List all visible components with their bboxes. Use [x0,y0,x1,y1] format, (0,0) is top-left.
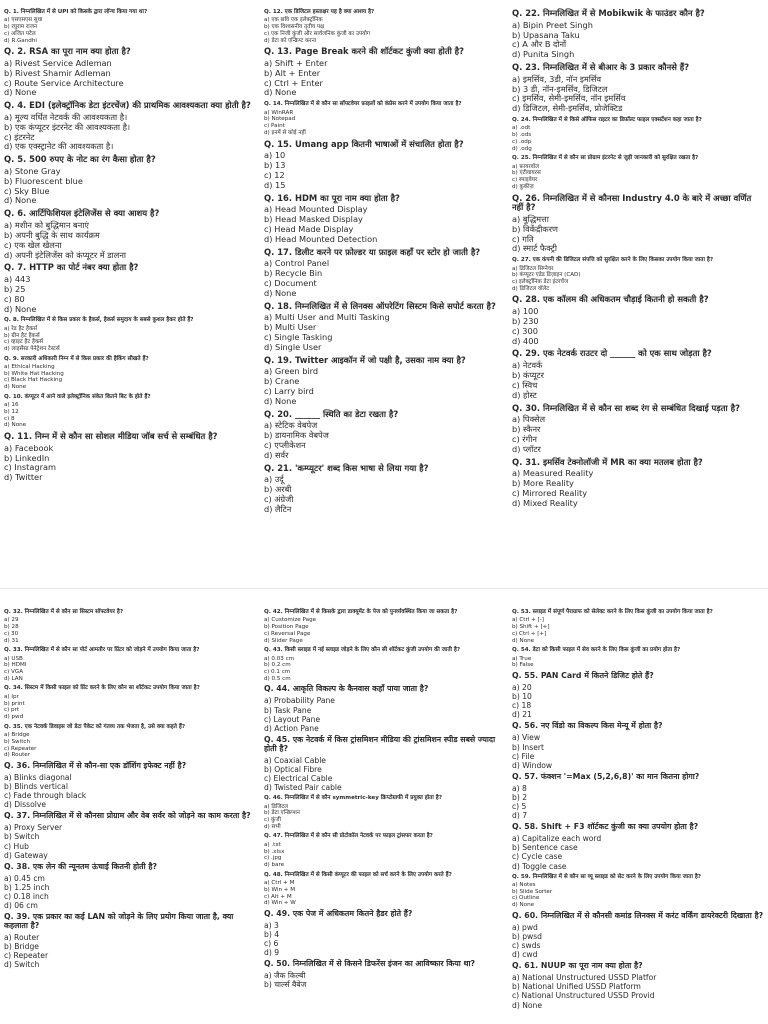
question-text: Q. 25. निम्नलिखित में से कौन सा प्रोग्राम इंटरनेट से जुड़ी जानकारी को सुरक्षित रखता है? [512,155,699,162]
answer-option: c) .odp [512,138,532,145]
answer-option: b) pwsd [512,931,543,941]
answer-option: d) Single User [264,341,322,352]
answer-option: c) इमर्सिव, सेमी-इमर्सिव, नॉन इमर्सिव [512,93,626,104]
answer-option: c) swds [512,941,541,951]
answer-option: c) Outline [512,895,540,902]
answer-option: a) Router [4,933,40,943]
answer-option: a) नेटवर्क [512,360,543,371]
answer-option: b) कंप्यूटर [512,369,544,380]
answer-option: a) Probability Pane [264,696,335,706]
answer-option: d) None [264,87,297,98]
question-text: Q. 16. HDM का पूरा नाम क्या होता है? [264,192,400,203]
answer-option: d) 15 [264,179,286,190]
question-text: Q. 12. एक डिजिटल हस्ताक्षर यह है क्या आशय है? [264,9,375,15]
answer-option: b) More Reality [512,478,574,489]
question-text: Q. 58. Shift + F3 शॉर्टकट कुंजी का क्या उपयोग होता है? [512,822,699,832]
answer-option: b) Head Masked Display [264,214,363,225]
answer-option: d) None [264,395,297,406]
answer-option: a) Multi User and Multi Tasking [264,312,390,323]
answer-option: a) .txt [264,841,281,848]
answer-option: a) View [512,733,541,743]
answer-option: a) USB [4,655,23,662]
answer-option: a) 29 [4,617,19,624]
answer-option: d) Mixed Reality [512,497,578,508]
answer-option: b) 3 डी, नॉन-इमर्सिव, डिजिटल [512,83,608,94]
answer-option: b) Insert [512,742,544,752]
answer-option: d) सर्वर [264,449,289,460]
answer-option: c) 18 [512,701,532,711]
answer-option: c) Route Service Architecture [4,77,124,88]
answer-option: c) 8 [4,415,15,422]
answer-option: b) False [512,662,534,669]
answer-option: b) एक कंप्यूटर इंटरनेट की आवश्यकता है। [4,121,131,132]
question-text: Q. 32. निम्नलिखित में से कौन सा सिस्टम सॉफ्टवेयर है? [4,609,124,615]
answer-option: d) होस्ट [512,389,537,400]
answer-option: c) Fade through black [4,791,87,801]
answer-option: a) 16 [4,402,19,409]
answer-option: d) None [4,195,37,206]
question-text: Q. 44. आकृति विकल्प के कैनवास कहाँ पाया जाता है? [264,684,429,694]
answer-option: a) Control Panel [264,258,330,269]
answer-option: b) Rivest Shamir Adleman [4,67,111,78]
answer-option: c) एप्लीकेशन [264,440,306,450]
answer-option: c) रंगीन [512,433,537,444]
question-text: Q. 7. HTTP का पोर्ट नंबर क्या होता है? [4,262,139,273]
answer-option: a) इमर्सिव, 3डी, नॉन इमर्सिव [512,73,601,84]
question-text: Q. 37. निम्नलिखित में से कौनसा प्रोग्राम और वेब सर्वर को जोड़ने का काम करता है? [4,811,251,821]
answer-option: b) Blinds vertical [4,782,68,791]
answer-option: b) 0.2 cm [264,662,291,669]
answer-option: c) File [512,751,535,761]
answer-option: b) .xlsx [264,848,285,855]
answer-option: b) डेटा एन्क्रिप्शन [264,810,300,817]
answer-option: d) अपनी इंटेलिजेंस को कंप्यूटर में डालना [4,249,127,260]
question-text: Q. 19. Twitter आइकॉन में जो पक्षी है, उसका नाम क्या है? [264,354,466,365]
question-text: Q. 56. नए विंडो का विकल्प किस मेन्यू में होता है? [512,721,663,731]
answer-option: d) 400 [512,335,539,346]
answer-option: c) Repeater [4,745,37,752]
column-2 [264,606,508,1024]
answer-option: a) पिक्सेल [512,414,546,425]
question-text: Q. 57. फंक्शन '=Max (5,2,6,8)' का मान कितना होगा? [512,771,700,781]
answer-option: a) 3 [264,920,279,930]
answer-option: c) अजित पटेल [4,30,36,37]
answer-option: c) कुंजी [264,817,281,824]
answer-option: d) डिजिटल वॉलेट [512,285,550,292]
answer-option: b) Position Page [264,624,309,631]
answer-option: b) Switch [4,738,31,745]
answer-option: c) Single Tasking [264,331,333,342]
question-text: Q. 48. निम्नलिखित में से किसी कंप्यूटर की फाइल को सर्च करने के लिए उपयोग करते हैं? [264,871,452,878]
answer-option: c) .jpg [264,855,282,862]
answer-option: a) 10 [264,150,286,161]
answer-option: a) फ़ायरवॉल [512,163,540,170]
answer-option: b) चार्ल्स बैबेज [264,980,307,990]
answer-option: d) 0.5 cm [264,675,291,682]
answer-option: b) Multi User [264,322,317,333]
answer-option: a) Customize Page [264,617,317,624]
answer-option: c) 0.18 inch [4,891,49,901]
answer-option: a) Head Mounted Display [264,204,368,215]
question-text: Q. 43. किसी स्लाइड में नई स्लाइड जोड़ने के लिए कौन सी शॉर्टकट कुंजी उपयोग की जाती है? [264,647,461,654]
answer-option: c) Reversal Page [264,630,311,637]
question-text: Q. 1. निम्नलिखित में से UPI को किसके द्वारा लॉन्च किया गया था? [4,9,148,15]
answer-option: d) Win + W [264,900,296,907]
page-2 [0,600,768,1024]
answer-option: b) Fluorescent blue [4,175,83,186]
answer-option: d) एक एक्स्ट्रानेट की आवश्यकता है। [4,141,114,152]
question-text: Q. 6. आर्टिफिशियल इंटेलिजेंस से क्या आशय है? [4,208,160,219]
answer-option: d) Action Pane [264,723,319,733]
answer-option: b) White Hat Hacking [4,370,64,377]
answer-option: a) रेड हैट हैकर्स [4,325,38,332]
answer-option: d) R.Gandhi [4,37,37,44]
question-text: Q. 17. डिलीट करने पर फ़ोल्डर या फ़ाइल कहाँ पर स्टोर हो जाती है? [264,246,481,257]
question-text: Q. 38. एक लेन की न्यूनतम ऊंचाई कितनी होती है? [4,861,158,871]
answer-option: c) 5 [512,802,527,812]
answer-option: b) Sentence case [512,843,578,853]
answer-option: d) LAN [4,675,23,682]
answer-option: d) 06 cm [4,901,38,910]
answer-option: b) अपनी बुद्धि के साथ कार्यक्रम [4,229,100,240]
answer-option: b) 12 [4,408,19,415]
question-text: Q. 59. निम्नलिखित में से कौन सा व्यू स्लाइड को सेट करने के लिए उपयोग किया जाता है? [512,873,702,880]
question-text: Q. 11. निम्न में से कौन सा सोशल मीडिया जॉब सर्च से सम्बंधित है? [4,431,218,442]
answer-option: a) Green bird [264,366,319,377]
answer-option: a) WinRAR [264,109,294,116]
answer-option: d) cwd [512,950,538,960]
answer-option: c) अंग्रेजी [264,494,294,505]
question-text: Q. 23. निम्नलिखित में से बीआर के 3 प्रकार कौनसे हैं? [512,62,690,73]
answer-option: c) एक खेल खेलना [4,239,62,250]
question-text: Q. 21. 'कम्प्यूटर' शब्द किस भाषा से लिया गया है? [264,462,429,473]
answer-option: b) 4 [264,929,280,939]
answer-option: c) Mirrored Reality [512,487,588,498]
question-text: Q. 36. निम्नलिखित में से कौन-सा एक डाॅशिंग इफेक्ट नहीं है? [4,760,187,770]
answer-option: b) विकेंद्रीकरण [512,223,558,234]
answer-option: d) 21 [512,710,532,720]
answer-option: c) गति [512,233,534,244]
answer-option: b) Upasana Taku [512,29,580,40]
question-text: Q. 15. Umang app कितनी भाषाओं में संचालित होता है? [264,138,464,149]
answer-option: c) Alt + M [264,893,292,900]
answer-option: d) 7 [512,811,528,821]
answer-option: d) डिजिटल, सेमी-इमर्सिव, प्रोजेक्टिड [512,103,623,114]
answer-option: b) Shift + [+] [512,624,550,631]
answer-option: c) इलेक्ट्रॉनिक डेटा इंटरचेंज [512,279,569,286]
answer-option: c) Cycle case [512,852,563,862]
answer-option: c) Head Made Display [264,223,354,234]
answer-option: c) Ctrl + [+] [512,630,547,637]
answer-option: c) 300 [512,325,538,336]
answer-option: d) None [512,902,535,909]
answer-option: c) Instagram [4,462,56,473]
answer-option: a) Facebook [4,442,54,453]
question-text: Q. 47. निम्नलिखित में से कौन सी प्रोटोकॉल नेटवर्क पर फाइल ट्रांसफर करता है? [264,833,433,840]
question-text: Q. 13. Page Break करने की शॉर्टकट कुंजी क्या होती है? [264,46,464,57]
question-text: Q. 46. निम्नलिखित में से कौन symmetric-key क्रिप्टोग्राफी में प्रयुक्त होता है? [264,795,442,802]
answer-option: d) 9 [264,948,280,958]
answer-option: d) Window [512,760,553,770]
answer-option: a) Coaxial Cable [264,755,326,765]
answer-option: d) Router [4,752,31,759]
answer-option: a) एसएसएस सुधा [4,17,43,24]
answer-option: a) Proxy Server [4,823,63,833]
answer-option: c) इंटरनेट [4,131,35,142]
answer-option: c) एक निजी कुंजी और सार्वजनिक कुंजी का उपयोग [264,30,370,37]
answer-option: d) None [4,303,37,314]
question-text: Q. 33. निम्नलिखित में से कौन सा पोर्ट आमतौर पर प्रिंटर को जोड़ने में उपयोग किया जाता है? [4,647,200,654]
answer-option: c) Repeater [4,951,49,961]
answer-option: a) pwd [512,922,538,932]
answer-option: a) Ctrl + M [264,880,295,887]
answer-option: c) Larry bird [264,385,314,396]
answer-option: d) Head Mounted Detection [264,233,378,244]
answer-option: a) 443 [4,274,31,285]
answer-option: b) Alt + Enter [264,67,321,78]
answer-option: c) Electrical Cable [264,773,333,783]
answer-option: a) Bipin Preet Singh [512,19,593,30]
column-1 [4,606,254,1024]
answer-option: c) व्हाइट हैट हैकर्स [4,339,44,346]
answer-option: a) Measured Reality [512,468,594,479]
question-text: Q. 2. RSA का पूरा नाम क्या होता है? [4,46,131,57]
answer-option: a) Bridge [4,732,30,739]
answer-option: a) Stone Gray [4,165,61,176]
answer-option: b) HDMI [4,662,27,669]
question-text: Q. 28. एक कॉलम की अधिकतम चौड़ाई कितनी हो सकती है? [512,294,709,305]
answer-option: c) स्विच [512,379,538,390]
answer-option: a) True [512,655,532,662]
answer-option: b) एक विश्वसनीय तृतीय पक्ष [264,24,325,31]
answer-option: c) Ctrl + Enter [264,77,323,88]
question-text: Q. 50. निम्नलिखित में से किसने डिफरेंस इंजन का आविष्कार किया था? [264,959,476,969]
answer-option: c) 30 [4,630,19,637]
answer-option: d) लैटिन [264,503,292,514]
answer-option: c) Paint [264,123,285,130]
answer-option: a) जैक किल्बी [264,971,306,981]
answer-option: d) Twisted Pair cable [264,783,342,793]
answer-option: d) कुकीज़ [512,183,534,190]
answer-option: b) कंप्यूटर एडेड डिज़ाइन (CAD) [512,272,581,279]
answer-option: b) Win + M [264,886,296,893]
question-text: Q. 22. निम्नलिखित में से Mobikwik के फाउंडर कौन है? [512,8,705,18]
answer-option: a) Blinks diagonal [4,772,72,782]
question-text: Q. 14. निम्नलिखित में से कौन सा सॉफ्टवेयर फ़ाइलों को कंप्रेस करने में उपयोग किया जाता है? [264,101,462,108]
answer-option: b) print [4,700,25,707]
answer-option: c) Black Hat Hacking [4,377,63,384]
answer-option: a) Rivest Service Adleman [4,57,112,68]
answer-option: d) सभी [264,823,281,830]
column-2 [264,6,508,588]
answer-option: c) 0.1 cm [264,669,291,676]
answer-option: b) डायनामिक वेबपेज [264,430,329,441]
answer-option: c) 6 [264,939,279,949]
answer-option: b) LinkedIn [4,452,50,463]
answer-option: d) Slider Page [264,637,303,644]
answer-option: c) Hub [4,841,29,851]
answer-option: b) अरबी [264,484,292,495]
question-text: Q. 53. स्लाइड में संपूर्ण पैराग्राफ को सेलेक्ट करने के लिए किस कुंजी का उपयोग किया जाता है? [512,609,713,615]
answer-option: d) Toggle case [512,861,567,871]
answer-option: d) .odg [512,145,532,152]
answer-option: b) Bridge [4,942,39,952]
answer-option: d) pwd [4,714,24,720]
question-text: Q. 24. निम्नलिखित में से किसे ऑफिस राइटर का डिफ़ॉल्ट फाइल एक्सटेंशन कहा जाता है? [512,117,702,124]
answer-option: a) 20 [512,683,532,693]
answer-option: a) Shift + Enter [264,57,328,68]
answer-option: a) एक छवि एक इलेक्ट्रॉनिक [264,17,323,24]
answer-option: c) 12 [264,169,285,180]
question-text: Q. 42. निम्नलिखित में से किसके द्वारा डाक्यूमेंट के पेज को पुनर्व्यवस्थित किया जा सकता है? [264,609,458,615]
question-text: Q. 55. PAN Card में कितने डिजिट होते हैं? [512,671,654,681]
answer-option: d) 31 [4,637,19,644]
answer-option: d) डेटा को एन्क्रिप्ट करना [264,37,317,44]
question-text: Q. 39. एक प्रकार का कई LAN को जोड़ने के लिए प्रयोग किया जाता है, क्या कहलाता है? [4,912,234,931]
column-3 [512,606,764,1024]
answer-option: a) 8 [512,783,527,793]
answer-option: b) Crane [264,376,300,387]
question-text: Q. 35. एक नेटवर्क डिवाइस जो डेटा पैकेट को गंतव्य तक भेजता है, उसे क्या कहते हैं? [4,723,186,730]
answer-option: c) Document [264,277,317,288]
question-text: Q. 18. निम्नलिखित में से लिनक्स ऑपरेटिंग सिस्टम किसे सपोर्ट करता है? [264,300,496,311]
question-text: Q. 31. इमर्सिव टेक्नोलॉजी में MR का क्या मतलब होता है? [512,456,703,467]
answer-option: a) 100 [512,306,539,317]
answer-option: b) 28 [4,624,19,631]
answer-option: b) 13 [264,160,286,170]
answer-option: a) स्टेटिक वेबपेज [264,420,318,431]
answer-option: b) Notepad [264,116,296,123]
answer-option: b) रघुराम राजन [4,24,37,31]
answer-option: a) डिजिटल [264,803,289,810]
question-text: Q. 9. सरकारी अधिकारी निम्न में से किस प्रकार की हैकिंग सीखते हैं? [4,355,149,362]
answer-option: c) Layout Pane [264,714,321,724]
question-text: Q. 20. ______ स्थिति का डेटा रखता है? [264,408,399,419]
answer-option: d) bare [264,861,285,868]
question-text: Q. 27. एक कंपनी की डिजिटल संपत्ति को सुरक्षित करने के लिए किसका उपयोग किया जाता है? [512,257,714,264]
answer-option: d) इनमें से कोई नहीं [264,129,306,136]
answer-option: b) 1.25 inch [4,882,50,892]
answer-option: d) Dissolve [4,800,46,810]
question-text: Q. 26. निम्नलिखित में से कौनसा Industry 4.0 के बारे में अच्छा वर्णित नहीं है? [512,192,752,213]
answer-option: a) उर्दू [264,474,284,485]
answer-option: b) Optical Fibre [264,764,322,774]
question-text: Q. 5. 500 रुपए के नोट का रंग कैसा होता है? [4,154,156,165]
answer-option: a) Notes [512,882,536,889]
answer-option: a) Ethical Hacking [4,364,55,371]
question-text: Q. 49. एक पेज में अधिकतम कितने हैडर होते हैं? [264,908,413,918]
answer-option: d) None [512,637,535,644]
answer-option: b) 2 [512,792,528,802]
answer-option: d) Punita Singh [512,49,575,60]
answer-option: a) Capitalize each word [512,834,602,844]
question-text: Q. 34. सिस्टम में किसी फाइल को प्रिंट करने के लिए कौन सा शॉर्टकट उपयोग किया जाता है? [4,685,200,692]
question-text: Q. 54. डेटा को किसी फाइल में सेव करने के लिए किस कुंजी का प्रयोग होता है? [512,647,681,654]
answer-option: d) None [512,1000,543,1010]
answer-option: a) .odt [512,125,531,132]
answer-option: a) 0.45 cm [4,873,45,883]
answer-option: b) 25 [4,283,26,294]
question-text: Q. 61. NUUP का पूरा नाम क्या होता है? [512,961,643,971]
answer-option: c) Sky Blue [4,185,50,196]
answer-option: b) Switch [4,832,40,842]
answer-option: d) प्लॉटर [512,443,541,454]
answer-option: a) मशीन को बुद्धिमान बनाएं [4,219,89,230]
answer-option: b) Task Pane [264,705,312,715]
answer-option: a) Ctrl + [-] [512,617,544,624]
answer-option: a) 0.03 cm [264,655,295,662]
question-text: Q. 29. एक नेटवर्क राउटर दो ______ को एक साथ जोड़ता है? [512,348,712,359]
answer-option: b) एंटीवायरस [512,170,541,177]
question-text: Q. 10. कंप्यूटर में आने वाले इलेक्ट्रॉनिक संकेत कितने बिट के होते हैं? [4,393,151,400]
question-text: Q. 8. निम्नलिखित में से किस प्रकार के हैकर्स, हैकर्स समुदाय के सबसे कुशल हैकर होते हैं? [4,317,194,324]
answer-option: d) Gateway [4,850,48,860]
answer-option: c) National Unstructured USSD Provid [512,991,655,1001]
answer-option: d) None [4,384,27,391]
answer-option: b) Recycle Bin [264,268,323,279]
answer-option: b) 230 [512,315,539,326]
column-1 [4,6,254,588]
answer-option: b) 10 [512,692,532,702]
answer-option: b) Slide Sorter [512,888,553,895]
answer-option: d) None [4,87,37,98]
answer-option: b) National Unified USSD Platform [512,982,641,992]
answer-option: c) prt [4,707,20,714]
answer-option: c) 80 [4,293,25,304]
answer-option: a) lpr [4,693,19,700]
answer-option: b) स्कैनर [512,424,541,435]
answer-option: a) मूल्य वर्धित नेटवर्क की आवश्यकता है। [4,111,128,122]
answer-option: c) VGA [4,669,24,676]
answer-option: d) None [264,287,297,298]
answer-option: c) A और B दोनों [512,39,567,50]
column-3 [512,6,764,588]
answer-option: b) .ods [512,132,532,139]
answer-option: d) स्मार्ट फैक्ट्री [512,243,557,254]
answer-option: c) स्पाइवेयर [512,177,538,184]
answer-option: d) Twitter [4,472,43,483]
answer-option: b) ग्रीन हैट हैकर्स [4,332,40,339]
question-text: Q. 30. निम्नलिखित में से कौन सा शब्द रंग से सम्बंधित दिखाई पड़ता है? [512,402,740,413]
answer-option: d) Switch [4,960,40,970]
answer-option: d) लाइसेंस्ड पेनेट्रेशन टेस्टर्स [4,345,60,352]
answer-option: d) None [4,422,27,429]
answer-option: a) National Unstructured USSD Platfor [512,973,657,983]
question-text: Q. 4. EDI (इलेक्ट्रॉनिक डेटा इंटरचेंज) की प्राथमिक आवश्यकता क्या होती है? [4,100,251,111]
answer-option: a) डिजिटल सिग्नेचर [512,265,554,272]
question-text: Q. 45. एक नेटवर्क में किस ट्रांसमिशन मीडिया की ट्रांसमिशन स्पीड सबसे ज्यादा होती है? [264,734,496,753]
question-text: Q. 60. निम्नलिखित में से कौनसी कमांड लिनक्स में करंट वर्किंग डायरेक्टरी दिखाता है? [512,910,764,920]
answer-option: a) बुद्धिमत्ता [512,213,549,224]
